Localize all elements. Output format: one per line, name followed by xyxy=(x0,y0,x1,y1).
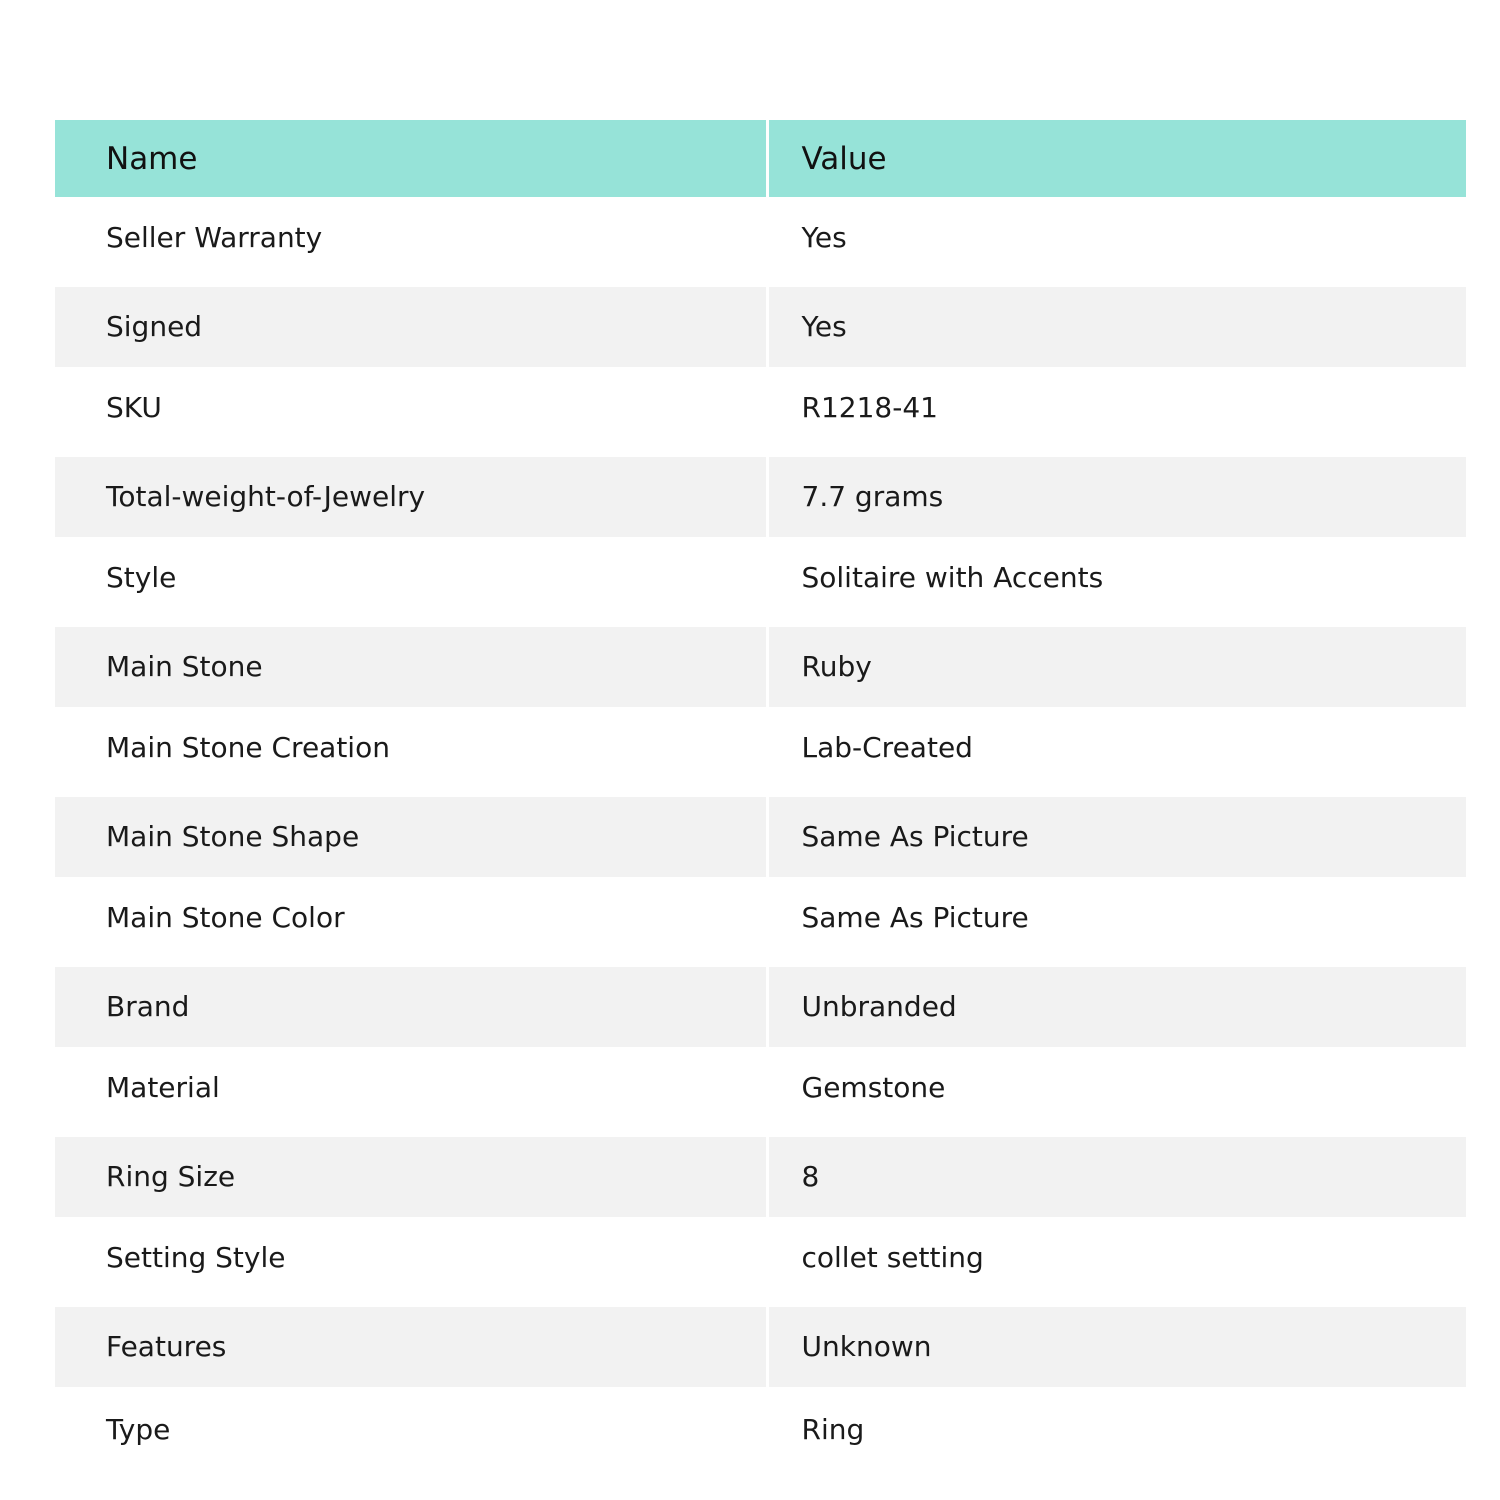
value-column-header: Value xyxy=(767,120,1466,197)
row-value-cell: Same As Picture xyxy=(767,792,1466,877)
row-name-cell: Features xyxy=(55,1302,767,1387)
table-row xyxy=(55,622,1466,707)
row-name-cell: Brand xyxy=(55,962,767,1047)
row-value-cell: Ruby xyxy=(767,622,1466,707)
row-value-cell: Unknown xyxy=(767,1302,1466,1387)
row-value-cell: Same As Picture xyxy=(767,877,1466,962)
row-name-cell: Setting Style xyxy=(106,1240,286,1274)
row-name-cell: Seller Warranty xyxy=(106,220,323,254)
table-row xyxy=(55,877,1466,962)
row-name-cell: Ring Size xyxy=(55,1132,767,1217)
row-value-cell: collet setting xyxy=(767,1217,1466,1302)
table-row xyxy=(55,367,1466,452)
row-name-cell: Style xyxy=(106,560,177,594)
row-name-cell: Total-weight-of-Jewelry xyxy=(55,452,767,537)
row-value-cell: Unbranded xyxy=(767,962,1466,1047)
item-specifics-table xyxy=(55,120,1466,1472)
table-row xyxy=(55,962,1466,1047)
table-row xyxy=(55,1387,1466,1472)
row-name-cell: Signed xyxy=(55,282,767,367)
row-name-cell: Type xyxy=(106,1413,171,1446)
row-value-cell: Lab-Created xyxy=(767,707,1466,792)
table-row xyxy=(55,537,1466,622)
row-value-cell: Gemstone xyxy=(767,1047,1466,1132)
row-name-cell: Main Stone Shape xyxy=(55,792,767,877)
row-value-cell: 8 xyxy=(767,1132,1466,1217)
row-value-cell: Ring xyxy=(767,1387,1466,1472)
row-value-cell: Yes xyxy=(767,197,1466,282)
name-column-header: Name xyxy=(106,140,198,177)
row-value-cell: Yes xyxy=(767,282,1466,367)
table-row xyxy=(55,1047,1466,1132)
row-name-cell: Main Stone xyxy=(55,622,767,707)
row-name-cell: Main Stone Creation xyxy=(106,730,390,764)
table-row xyxy=(55,1302,1466,1387)
table-row xyxy=(55,707,1466,792)
row-value-cell: 7.7 grams xyxy=(767,452,1466,537)
row-name-cell: Main Stone Color xyxy=(106,900,345,934)
table-header-row xyxy=(55,120,1466,197)
table-row xyxy=(55,792,1466,877)
table-row xyxy=(55,282,1466,367)
table-row xyxy=(55,452,1466,537)
table-row xyxy=(55,1132,1466,1217)
row-name-cell: SKU xyxy=(106,390,162,424)
table-row xyxy=(55,1217,1466,1302)
row-name-cell: Material xyxy=(106,1070,220,1104)
table-row xyxy=(55,197,1466,282)
row-value-cell: R1218-41 xyxy=(767,367,1466,452)
row-value-cell: Solitaire with Accents xyxy=(767,537,1466,622)
